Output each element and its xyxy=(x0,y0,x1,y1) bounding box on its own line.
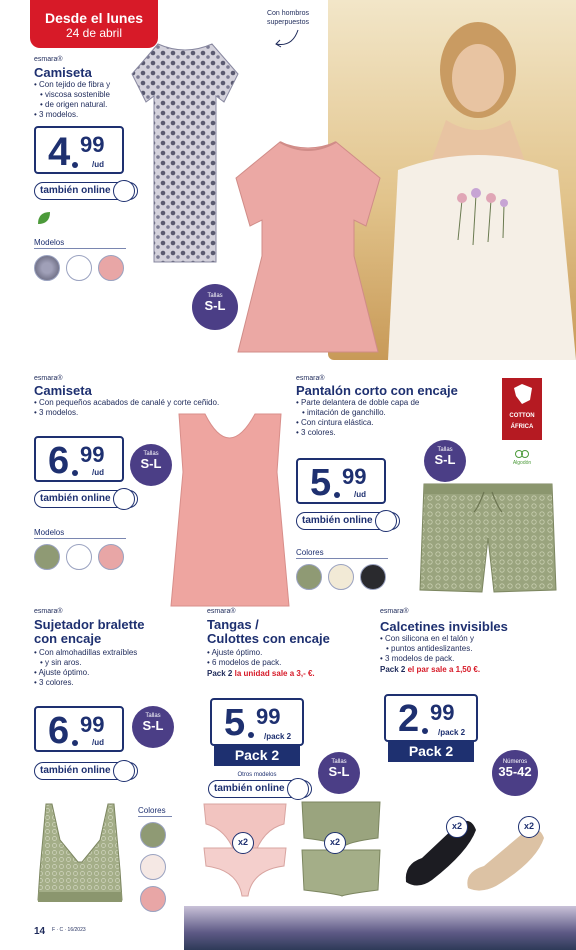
p4-bullets: • Con almohadillas extraíbles • y sin aros. • Ajuste óptimo. • 3 colores. xyxy=(34,648,174,688)
p1-models-label: Modelos xyxy=(34,238,126,249)
p1-brand: esmara® xyxy=(34,56,63,63)
p2-price-dec: 99 xyxy=(80,442,105,467)
p1-price-dec: 99 xyxy=(80,132,105,157)
p4-brand: esmara® xyxy=(34,608,63,615)
p3-price-dec: 99 xyxy=(342,464,367,489)
p2-price-dot xyxy=(72,470,78,476)
catalog-code: F · C · 16/2023 xyxy=(52,927,86,933)
p4-price-int: 6 xyxy=(48,710,70,752)
patterned-tshirt-image xyxy=(130,40,240,265)
callout-note: Con hombros superpuestos xyxy=(266,10,310,26)
p6-sizes-badge: Números 35-42 xyxy=(492,750,538,796)
p3-brand: esmara® xyxy=(296,375,325,382)
p5-online-button[interactable]: también online xyxy=(208,780,312,798)
p5-title-1: Tangas / xyxy=(207,617,259,632)
p2-price-box xyxy=(34,436,124,482)
p3-price-unit: /ud xyxy=(354,490,366,499)
p4-price-box xyxy=(34,706,124,752)
pink-tank-top-image xyxy=(165,410,295,610)
p6-price-int: 2 xyxy=(398,698,420,740)
p5-brand: esmara® xyxy=(207,608,236,615)
p5-price-dot xyxy=(248,732,254,738)
p5-sizes-badge: Tallas S-L xyxy=(318,752,360,794)
hand-pointer-icon xyxy=(113,760,135,782)
p5-other-models: Otros modelos xyxy=(237,772,277,778)
p6-price-dot xyxy=(422,728,428,734)
p1-swatch-pink xyxy=(98,255,124,281)
p5-multiplier-1: x2 xyxy=(232,832,254,854)
p2-swatch-pink xyxy=(98,544,124,570)
p4-swatch-pink xyxy=(140,886,166,912)
p3-price-dot xyxy=(334,492,340,498)
pink-peplum-tshirt-image xyxy=(228,136,388,356)
p2-sizes-badge: Tallas S-L xyxy=(130,444,172,486)
p5-price-box xyxy=(210,698,304,746)
p2-swatch-white xyxy=(66,544,92,570)
p5-price-unit: /pack 2 xyxy=(264,732,292,741)
p2-brand: esmara® xyxy=(34,375,63,382)
p4-swatch-sage xyxy=(140,822,166,848)
p2-price-int: 6 xyxy=(48,440,70,482)
p3-colors-label: Colores xyxy=(296,548,388,559)
p4-price-dot xyxy=(72,740,78,746)
hand-pointer-icon xyxy=(375,510,397,532)
leaf-icon xyxy=(36,210,52,226)
p5-pack-note: Pack 2 la unidad sale a 3,- €. xyxy=(207,669,315,678)
p4-sizes-badge: Tallas S-L xyxy=(132,706,174,748)
p5-bullets: • Ajuste óptimo. • 6 modelos de pack. xyxy=(207,648,347,668)
p3-swatch-cream xyxy=(328,564,354,590)
p1-online-button[interactable]: también online xyxy=(34,182,138,200)
p3-price-int: 5 xyxy=(310,462,332,504)
p2-price-unit: /ud xyxy=(92,468,104,477)
p3-bullets: • Parte delantera de doble capa de • imitación de ganchillo. • Con cintura elástica. • 3 colores. xyxy=(296,398,466,438)
page-number: 14 xyxy=(34,926,46,937)
p6-multiplier-1: x2 xyxy=(446,816,468,838)
p1-price-int: 4 xyxy=(48,130,71,174)
p1-swatch-print xyxy=(34,255,60,281)
p6-multiplier-2: x2 xyxy=(518,816,540,838)
p6-price-box xyxy=(384,694,478,742)
cotton-africa-logo: COTTON ÁFRICA xyxy=(502,378,542,440)
africa-map-icon xyxy=(502,378,542,408)
p6-pack-note: Pack 2 el par sale a 1,50 €. xyxy=(380,665,481,674)
p2-title: Camiseta xyxy=(34,383,92,398)
lace-shorts-image xyxy=(418,478,558,598)
p6-brand: esmara® xyxy=(380,608,409,615)
p1-price-unit: /ud xyxy=(92,160,104,169)
p4-swatch-cream xyxy=(140,854,166,880)
p5-pack-label: Pack 2 xyxy=(214,746,300,766)
p2-models-label: Modelos xyxy=(34,528,126,539)
p6-bullets: • Con silicona en el talón y • puntos antideslizantes. • 3 modelos de pack. xyxy=(380,634,520,664)
hand-pointer-icon xyxy=(113,488,135,510)
p3-title: Pantalón corto con encaje xyxy=(296,383,458,398)
p4-colors-label: Colores xyxy=(138,806,172,817)
p2-swatch-sage xyxy=(34,544,60,570)
p5-price-dec: 99 xyxy=(256,704,281,729)
p1-title: Camiseta xyxy=(34,65,92,80)
p5-title-2: Culottes con encaje xyxy=(207,631,330,646)
p4-price-dec: 99 xyxy=(80,712,105,737)
p3-swatch-black xyxy=(360,564,386,590)
p1-sizes-badge: Tallas S-L xyxy=(192,284,238,330)
bralette-image xyxy=(30,800,130,912)
p4-title-1: Sujetador bralette xyxy=(34,617,145,632)
p5-price-int: 5 xyxy=(224,702,246,744)
p5-multiplier-2: x2 xyxy=(324,832,346,854)
p6-price-unit: /pack 2 xyxy=(438,728,466,737)
p2-online-button[interactable]: también online xyxy=(34,490,138,508)
p3-sizes-badge: Tallas S-L xyxy=(424,440,466,482)
p3-swatch-sage xyxy=(296,564,322,590)
date-line-1: Desde el lunes xyxy=(44,10,144,26)
p3-online-button[interactable]: también online xyxy=(296,512,400,530)
p6-title: Calcetines invisibles xyxy=(380,619,508,634)
p4-title-2: con encaje xyxy=(34,631,102,646)
p1-swatch-white xyxy=(66,255,92,281)
hand-pointer-icon xyxy=(287,778,309,800)
callout-arrow-icon xyxy=(272,28,302,50)
p4-price-unit: /ud xyxy=(92,738,104,747)
cotton-icon xyxy=(514,448,530,460)
p6-price-dec: 99 xyxy=(430,700,455,725)
p3-price-box xyxy=(296,458,386,504)
p1-price-dot xyxy=(72,162,78,168)
p6-pack-label: Pack 2 xyxy=(388,742,474,762)
p1-bullets: • Con tejido de fibra y • viscosa sostenible • de origen natural. • 3 modelos. xyxy=(34,80,134,120)
date-line-2: 24 de abril xyxy=(65,26,123,40)
p4-online-button[interactable]: también online xyxy=(34,762,138,780)
p2-bullets: • Con pequeños acabados de canalé y corte ceñido. • 3 modelos. xyxy=(34,398,274,418)
meadow-photo-strip xyxy=(184,906,576,950)
cotton-note: Algodón xyxy=(512,460,532,466)
p1-price-box xyxy=(34,126,124,174)
